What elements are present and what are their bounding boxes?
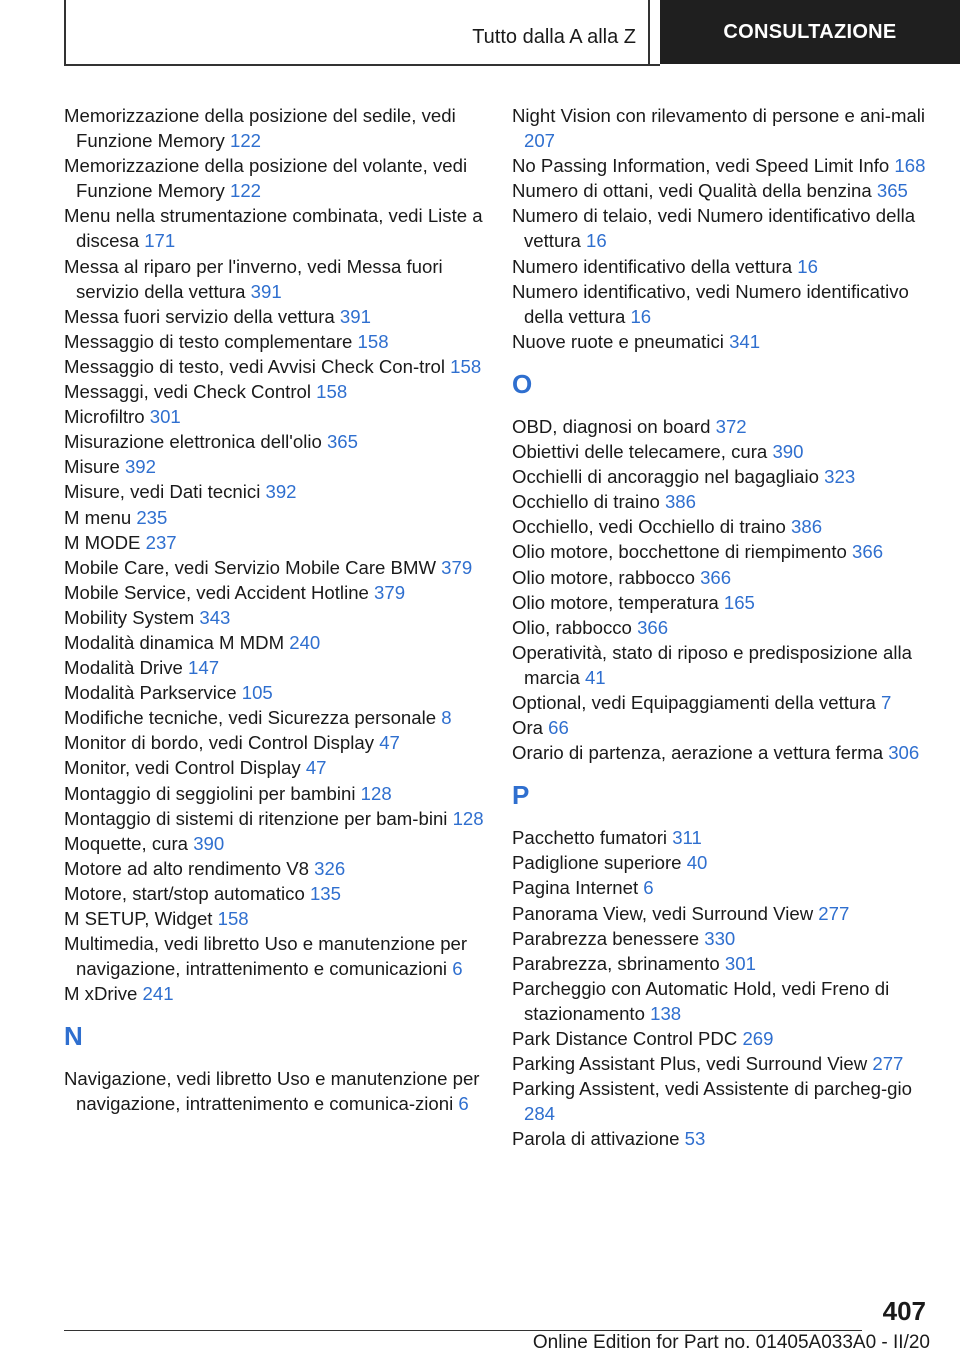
index-page-link[interactable]: 366 — [637, 616, 669, 638]
index-entry — [64, 881, 484, 906]
index-entry-text: Modalità Parkservice — [64, 682, 242, 704]
index-entry — [512, 640, 932, 690]
index-page-link[interactable]: 386 — [664, 491, 696, 513]
index-entry-text: Montaggio di seggiolini per bambini — [64, 782, 361, 804]
index-entry-text: Messa al riparo per l'inverno, vedi Messa fuori servizio della vettura — [64, 255, 443, 302]
index-entry-text: Ora — [512, 717, 549, 739]
index-page-link[interactable]: 122 — [229, 180, 262, 202]
index-entry — [512, 439, 932, 464]
index-entry — [512, 329, 932, 354]
index-entry-text: Parola di attivazione — [512, 1128, 685, 1150]
index-entry — [512, 901, 932, 926]
index-entry-text: Multimedia, vedi libretto Uso e manutenzione per navigazione, intrattenimento e comunicazioni — [64, 933, 468, 980]
index-entry — [64, 354, 484, 379]
index-entry — [64, 605, 484, 630]
index-entry — [512, 1051, 932, 1076]
index-entry-text: Mobile Care, vedi Servizio Mobile Care BMW — [64, 556, 442, 578]
index-page-link[interactable]: 16 — [586, 230, 607, 252]
index-entry — [512, 615, 932, 640]
index-page-link[interactable]: 277 — [818, 902, 850, 924]
index-page-link[interactable]: 240 — [289, 631, 321, 653]
index-page-link[interactable]: 311 — [672, 827, 702, 849]
index-page-link[interactable]: 391 — [339, 305, 371, 327]
index-page-link[interactable]: 237 — [145, 531, 177, 553]
index-entry — [64, 705, 484, 730]
index-entry — [512, 690, 932, 715]
index-column-right — [512, 103, 932, 1151]
index-page-link[interactable]: 53 — [684, 1128, 706, 1150]
index-entry-text: Motore, start/stop automatico — [64, 882, 310, 904]
index-entry — [64, 429, 484, 454]
index-entry-text: Modalità dinamica M MDM — [64, 631, 290, 653]
index-entry-text: Numero di telaio, vedi Numero identificativo della vettura — [512, 205, 916, 252]
index-entry-text: Night Vision con rilevamento di persone e ani‐mali — [512, 105, 926, 126]
index-entry-text: Messaggio di testo complementare — [64, 330, 358, 352]
index-entry-text: Montaggio di sistemi di ritenzione per bam‐bini — [64, 807, 453, 829]
index-entry-text: Parcheggio con Automatic Hold, vedi Freno di stazionamento — [512, 977, 890, 1024]
index-page-link[interactable]: 207 — [524, 130, 556, 152]
index-page-link[interactable]: 323 — [824, 466, 856, 488]
index-letter-heading: P — [512, 780, 530, 811]
index-entry — [512, 279, 932, 329]
index-entry — [512, 178, 932, 203]
index-entry-text: Misurazione elettronica dell'olio — [64, 431, 327, 453]
index-page-link[interactable]: 341 — [729, 330, 761, 352]
index-letter-heading: N — [64, 1021, 83, 1052]
index-page-link[interactable]: 158 — [217, 908, 249, 929]
index-page-link[interactable]: 366 — [700, 566, 732, 588]
index-entry-text: OBD, diagnosi on board — [512, 415, 716, 437]
index-entry — [512, 926, 932, 951]
index-entry — [512, 850, 932, 875]
index-entry-text: Parking Assistant Plus, vedi Surround View — [512, 1053, 873, 1075]
index-entry-text: Padiglione superiore — [512, 852, 687, 874]
index-entry-text: Monitor, vedi Control Display — [64, 757, 306, 779]
page-number: 407 — [882, 1296, 926, 1326]
index-entry — [64, 680, 484, 705]
index-entry — [64, 831, 484, 856]
index-page-link[interactable]: 306 — [888, 742, 920, 764]
index-entry-text: Numero di ottani, vedi Qualità della benzina — [512, 180, 877, 202]
index-entry — [64, 755, 484, 780]
index-entry — [64, 981, 484, 1006]
index-page-link[interactable]: 6 — [452, 958, 463, 980]
index-page-link[interactable]: 372 — [715, 415, 747, 437]
header-left-rule — [64, 0, 66, 65]
index-entry — [64, 479, 484, 504]
index-page-link[interactable]: 138 — [650, 1002, 682, 1024]
index-entry — [512, 565, 932, 590]
index-page-link[interactable]: 165 — [723, 591, 755, 613]
index-entry-text: Nuove ruote e pneumatici — [512, 330, 730, 352]
index-entry — [64, 103, 484, 153]
index-entry — [64, 781, 484, 806]
index-entry — [512, 539, 932, 564]
index-entry-text: Memorizzazione della posizione del volante, vedi Funzione Memory — [64, 155, 468, 202]
index-page-link[interactable]: 330 — [704, 927, 736, 949]
index-entry — [512, 740, 932, 765]
footer-rule — [64, 1330, 862, 1331]
index-page-link[interactable]: 326 — [314, 857, 346, 879]
index-page-link[interactable]: 158 — [316, 381, 348, 403]
index-entry — [512, 976, 932, 1026]
index-entry — [512, 825, 932, 850]
index-page-link[interactable]: 158 — [357, 330, 389, 352]
index-entry-text: M MODE — [64, 531, 146, 553]
index-entry — [64, 153, 484, 203]
index-page-link[interactable]: 168 — [894, 155, 926, 177]
index-page-link[interactable]: 392 — [265, 481, 297, 503]
index-entry-text: Messaggio di testo, vedi Avvisi Check Con‐trol — [64, 355, 451, 377]
index-entry-text: Modifiche tecniche, vedi Sicurezza personale — [64, 707, 442, 729]
index-entry — [512, 1026, 932, 1051]
index-entry — [512, 1076, 932, 1126]
index-page-link[interactable]: 284 — [524, 1103, 556, 1125]
index-page-link[interactable]: 16 — [797, 255, 818, 277]
index-entry-text: Messaggi, vedi Check Control — [64, 381, 317, 403]
index-entry — [64, 530, 484, 555]
index-entry — [512, 715, 932, 740]
index-entry-text: Pagina Internet — [512, 877, 644, 899]
index-entry-text: Mobile Service, vedi Accident Hotline — [64, 581, 375, 603]
index-page-link[interactable]: 171 — [144, 230, 176, 252]
index-entry — [64, 931, 484, 981]
index-entry — [512, 875, 932, 900]
index-entry-text: Navigazione, vedi libretto Uso e manutenzione per navigazione, intrattenimento e comunica‐zioni — [64, 1068, 480, 1115]
index-entry-text: M menu — [64, 506, 137, 528]
index-page-link[interactable]: 41 — [584, 666, 606, 688]
index-entry-text: M SETUP, Widget — [64, 908, 218, 929]
index-page-link[interactable]: 47 — [305, 757, 327, 779]
index-page-link[interactable]: 135 — [309, 882, 341, 904]
index-page-link[interactable]: 301 — [149, 406, 181, 428]
index-page-link[interactable]: 6 — [643, 877, 654, 899]
index-entry — [512, 514, 932, 539]
index-page-link[interactable]: 269 — [742, 1028, 774, 1049]
index-page-link[interactable]: 365 — [876, 180, 908, 202]
index-entry-text: No Passing Information, vedi Speed Limit Info — [512, 155, 895, 177]
index-page-link[interactable]: 66 — [548, 717, 569, 739]
index-entry — [512, 464, 932, 489]
index-entry — [512, 590, 932, 615]
index-entry-text: Panorama View, vedi Surround View — [512, 902, 819, 924]
index-entry-text: Numero identificativo della vettura — [512, 255, 798, 277]
index-page-link[interactable]: 379 — [374, 581, 406, 603]
index-entry-text: M xDrive — [64, 983, 143, 1005]
index-entry-text: Monitor di bordo, vedi Control Display — [64, 732, 380, 754]
index-page-link[interactable]: 6 — [458, 1093, 469, 1115]
index-entry-text: Olio motore, rabbocco — [512, 566, 701, 588]
index-entry — [64, 329, 484, 354]
index-entry — [64, 856, 484, 881]
header-divider-rule — [648, 0, 650, 65]
index-page-link[interactable]: 122 — [229, 130, 262, 152]
index-entry — [512, 254, 932, 279]
index-entry-text: Occhielli di ancoraggio nel bagagliaio — [512, 466, 825, 488]
index-entry-text: Occhiello, vedi Occhiello di traino — [512, 516, 792, 538]
index-entry-text: Messa fuori servizio della vettura — [64, 305, 340, 327]
index-entry-text: Obiettivi delle telecamere, cura — [512, 441, 773, 463]
index-entry-text: Mobility System — [64, 606, 200, 628]
header-bottom-rule — [64, 64, 660, 66]
index-page-link[interactable]: 7 — [881, 691, 892, 713]
index-page-link[interactable]: 390 — [772, 441, 804, 463]
index-entry — [512, 1126, 932, 1151]
index-entry — [512, 153, 932, 178]
index-page-link[interactable]: 241 — [142, 983, 174, 1005]
index-entry — [64, 404, 484, 429]
edition-footer: Online Edition for Part no. 01405A033A0 - II/20 — [532, 1332, 930, 1353]
index-entry — [512, 103, 932, 153]
index-page-link[interactable]: 47 — [379, 732, 400, 754]
index-page-link[interactable]: 301 — [724, 952, 756, 974]
index-page-link[interactable]: 105 — [241, 682, 273, 704]
index-page-link[interactable]: 392 — [124, 456, 156, 478]
index-letter-heading: O — [512, 368, 533, 399]
index-page-link[interactable]: 365 — [326, 431, 358, 453]
index-entry-text: Olio, rabbocco — [512, 616, 638, 638]
index-page-link[interactable]: 277 — [872, 1053, 904, 1075]
index-entry — [64, 304, 484, 329]
index-entry — [512, 489, 932, 514]
index-entry — [64, 454, 484, 479]
index-page-link[interactable]: 390 — [193, 832, 225, 854]
index-entry-text: Operatività, stato di riposo e predisposizione alla marcia — [512, 641, 912, 688]
index-entry-text: Modalità Drive — [64, 657, 189, 679]
index-entry-text: Parabrezza, sbrinamento — [512, 952, 725, 974]
index-entry — [512, 951, 932, 976]
index-page-link[interactable]: 391 — [250, 280, 282, 302]
index-entry — [64, 505, 484, 530]
index-entry-text: Misure, vedi Dati tecnici — [64, 481, 266, 503]
index-entry — [64, 906, 484, 931]
index-entry-text: Misure — [64, 456, 125, 478]
section-title: Tutto dalla A alla Z — [472, 26, 636, 48]
index-entry — [64, 806, 484, 831]
index-entry — [64, 254, 484, 304]
index-page-link[interactable]: 128 — [360, 782, 392, 804]
index-entry-text: Microfiltro — [64, 406, 150, 428]
index-entry-text: Memorizzazione della posizione del sedile, vedi Funzione Memory — [64, 105, 456, 152]
section-tab[interactable]: CONSULTAZIONE — [660, 0, 960, 64]
index-page-link[interactable]: 379 — [441, 556, 473, 578]
index-entry — [512, 414, 932, 439]
index-entry-text: Olio motore, bocchettone di riempimento — [512, 541, 853, 563]
index-entry — [64, 730, 484, 755]
index-entry-text: Parking Assistent, vedi Assistente di parcheg‐gio — [512, 1078, 912, 1100]
index-entry — [64, 580, 484, 605]
index-entry-text: Pacchetto fumatori — [512, 827, 673, 849]
index-entry-text: Parabrezza benessere — [512, 927, 705, 949]
index-entry-text: Optional, vedi Equipaggiamenti della vettura — [512, 691, 882, 713]
index-page-link[interactable]: 343 — [199, 606, 231, 628]
index-entry-text: Motore ad alto rendimento V8 — [64, 857, 315, 879]
index-page-link[interactable]: 158 — [450, 355, 482, 377]
index-page-link[interactable]: 366 — [852, 541, 884, 563]
index-entry-text: Park Distance Control PDC — [512, 1028, 743, 1049]
index-page-link[interactable]: 386 — [791, 516, 823, 538]
index-page-link[interactable]: 235 — [136, 506, 168, 528]
index-entry-text: Menu nella strumentazione combinata, vedi Liste a discesa — [64, 205, 483, 252]
index-entry-text: Orario di partenza, aerazione a vettura ferma — [512, 742, 889, 764]
index-entry-text: Numero identificativo, vedi Numero identificativo della vettura — [512, 280, 909, 327]
index-page-link[interactable]: 8 — [441, 707, 452, 729]
index-page-link[interactable]: 40 — [686, 852, 708, 874]
index-page-link[interactable]: 128 — [452, 807, 484, 829]
index-entry — [64, 655, 484, 680]
index-entry — [64, 203, 484, 253]
index-entry-text: Olio motore, temperatura — [512, 591, 724, 613]
index-entry-text: Occhiello di traino — [512, 491, 665, 513]
index-entry — [64, 630, 484, 655]
index-entry — [64, 555, 484, 580]
index-column-left — [64, 103, 484, 1117]
index-page-link[interactable]: 16 — [630, 305, 652, 327]
index-page-link[interactable]: 147 — [188, 657, 220, 679]
index-entry-text: Moquette, cura — [64, 832, 194, 854]
index-entry — [512, 203, 932, 253]
index-entry — [64, 379, 484, 404]
index-entry — [64, 1066, 484, 1116]
